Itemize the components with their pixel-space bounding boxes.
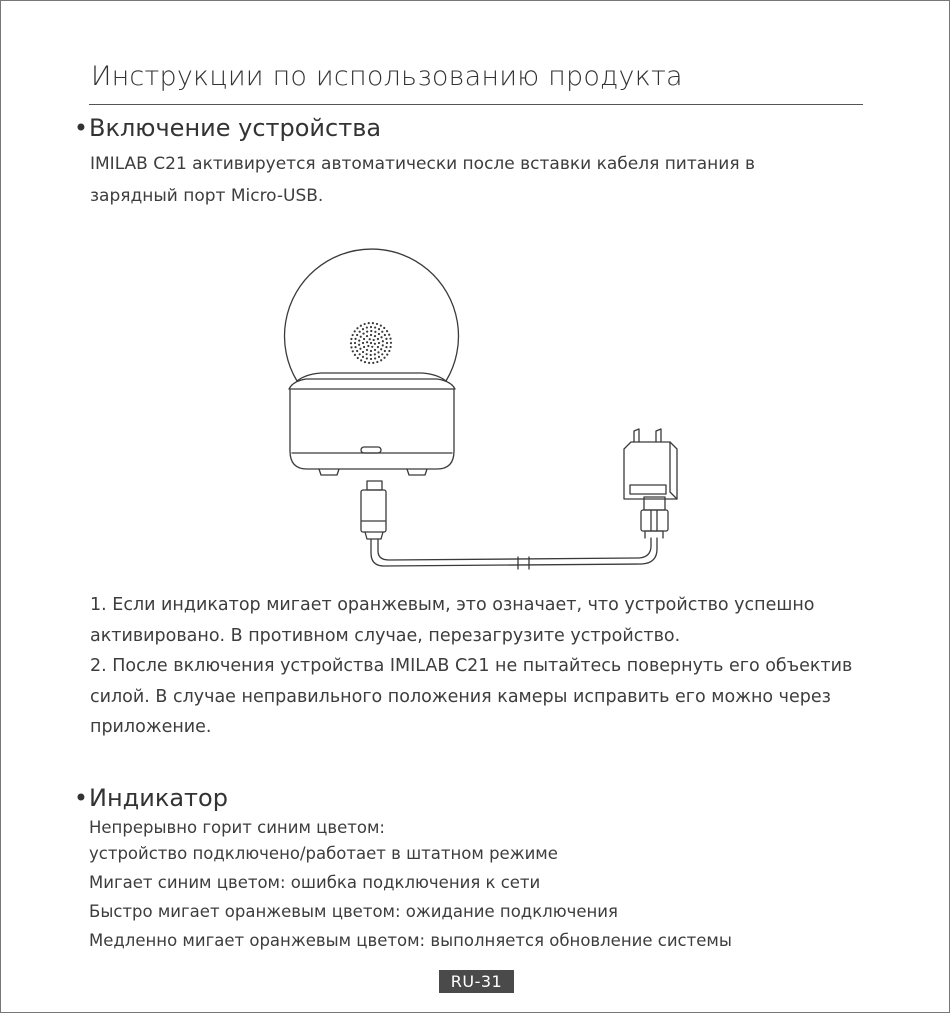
- power-on-intro-line-1: IMILAB C21 активируется автоматически после вставки кабеля питания в: [90, 154, 755, 174]
- indicator-line: Быстро мигает оранжевым цветом: ожидание подключения: [89, 902, 618, 921]
- micro-usb-port: [361, 447, 381, 453]
- note-line: силой. В случае неправильного положения камеры исправить его можно через: [90, 686, 831, 707]
- usb-cable: [371, 538, 657, 566]
- indicator-line: Мигает синим цветом: ошибка подключения к сети: [89, 873, 541, 892]
- indicator-heading: [73, 784, 228, 812]
- micro-usb-plug: [367, 481, 382, 490]
- note-line: 1. Если индикатор мигает оранжевым, это означает, что устройство успешно: [90, 595, 815, 615]
- indicator-heading-text: Индикатор: [89, 784, 228, 812]
- page-number-badge: RU-31: [439, 970, 514, 993]
- bullet-icon: •: [73, 784, 89, 812]
- power-on-notes: [90, 590, 852, 743]
- bullet-icon: •: [73, 114, 89, 142]
- indicator-line: Непрерывно горит синим цветом:: [89, 818, 385, 837]
- page-title: Инструкции по использованию продукта: [91, 61, 683, 92]
- camera-sphere: [285, 249, 459, 381]
- indicator-line: устройство подключено/работает в штатном режиме: [89, 844, 558, 863]
- note-line: приложение.: [90, 717, 212, 737]
- note-line: активировано. В противном случае, перезагрузите устройство.: [90, 625, 681, 646]
- power-adapter: [624, 442, 677, 499]
- note-line: 2. После включения устройства IMILAB C21 не пытайтесь повернуть его объектив: [90, 656, 853, 676]
- power-on-heading-text: Включение устройства: [89, 114, 382, 142]
- camera-base: [290, 389, 454, 469]
- usb-socket: [630, 485, 666, 494]
- speaker-grille-icon: [350, 322, 392, 364]
- power-on-heading: [73, 114, 381, 142]
- title-divider: [89, 104, 863, 105]
- indicator-line: Медленно мигает оранжевым цветом: выполняется обновление системы: [89, 931, 732, 950]
- camera-power-connection-illustration: [271, 221, 691, 581]
- power-on-intro-line-2: зарядный порт Micro-USB.: [90, 186, 324, 206]
